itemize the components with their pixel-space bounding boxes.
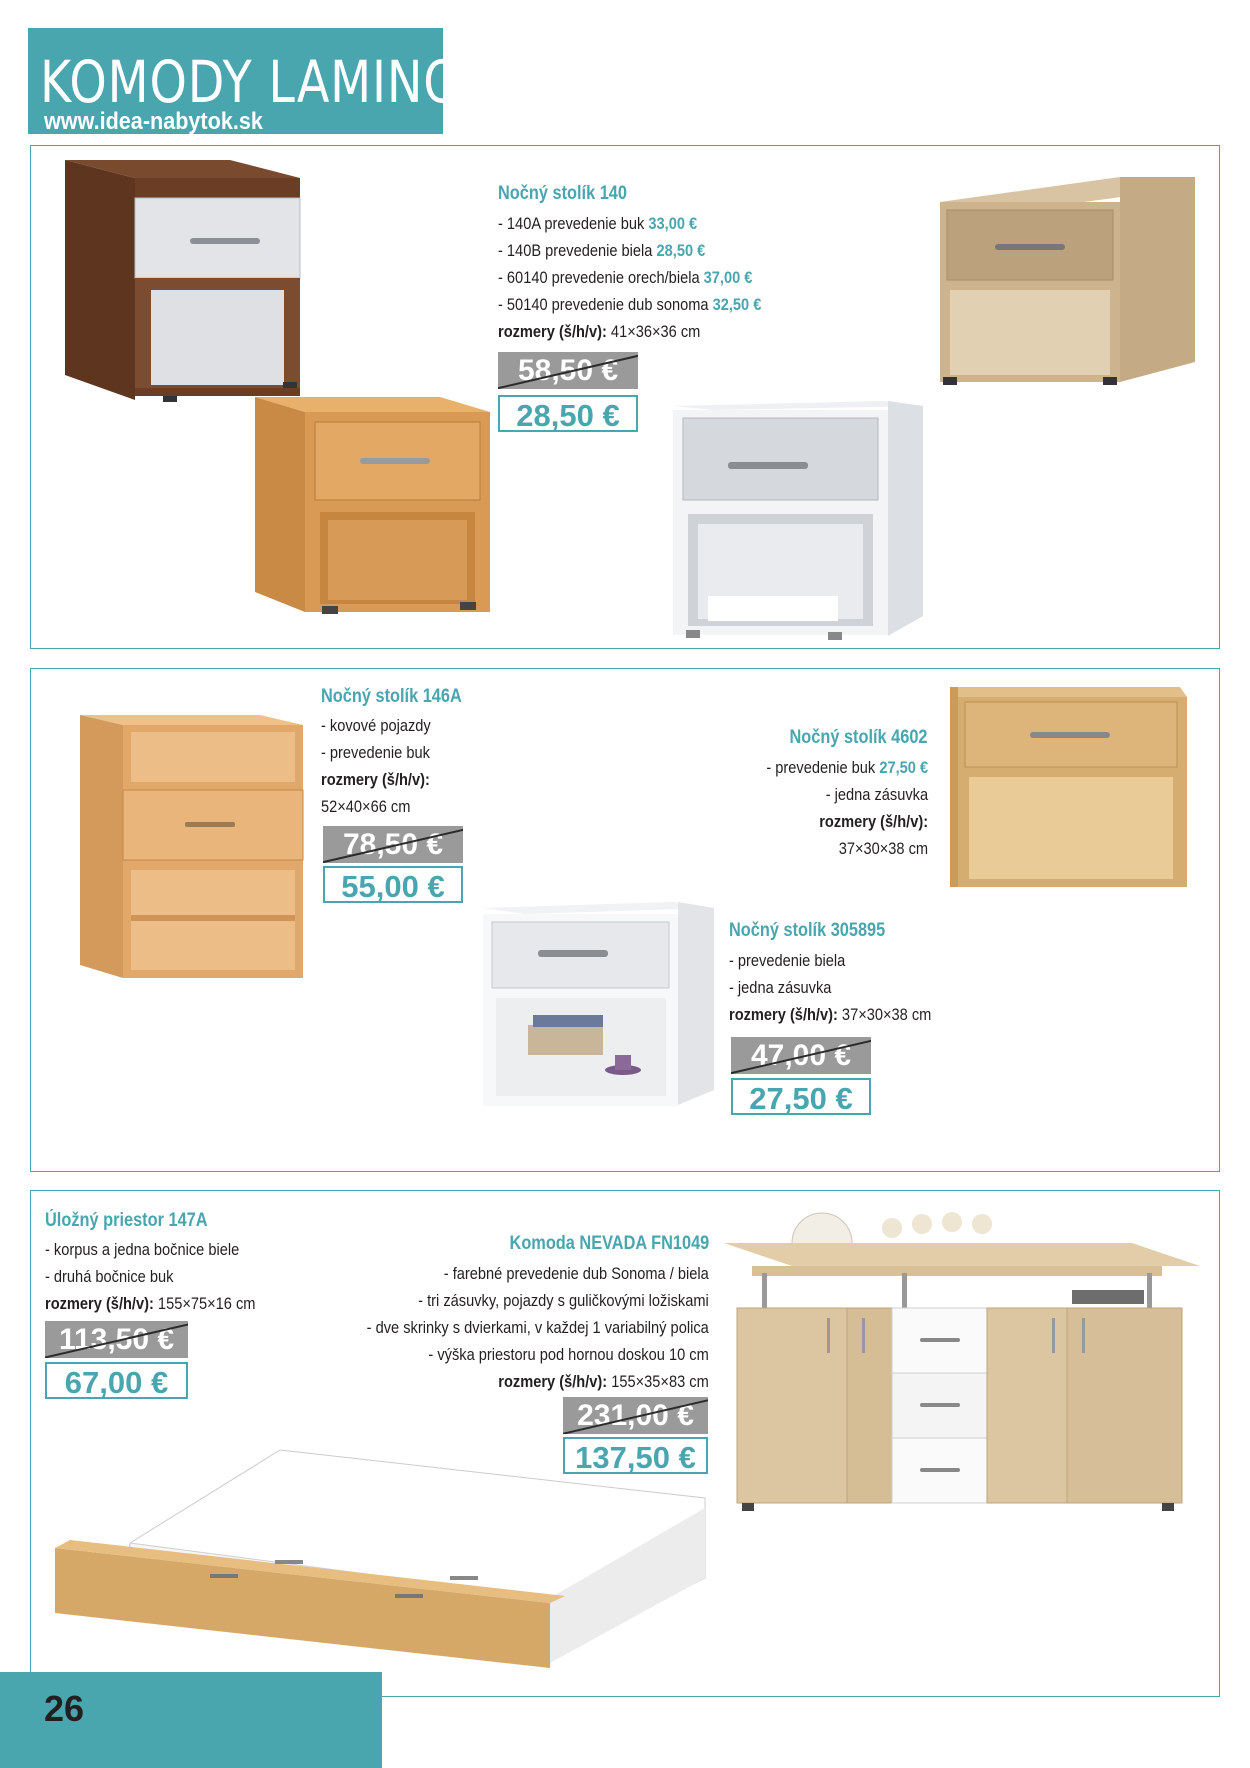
old-price-146a: 78,50 € [323, 826, 463, 863]
dimensions-label: rozmery (š/h/v): [819, 812, 928, 831]
variant-line: - 140B prevedenie biela 28,50 € [498, 241, 706, 260]
product-title-305895: Nočný stolík 305895 [729, 920, 886, 941]
dimensions-line: rozmery (š/h/v): 155×75×16 cm [45, 1294, 256, 1313]
sideboard-nevada-image [722, 1198, 1202, 1513]
feature-line: - jedna zásuvka [729, 978, 832, 997]
product-details-146a [321, 712, 431, 820]
product-details-nevada [367, 1260, 709, 1395]
old-price-nevada: 231,00 € [563, 1397, 708, 1434]
dimensions-value: 52×40×66 cm [321, 797, 411, 816]
nightstand-walnut-white-image [55, 150, 305, 405]
feature-line: - korpus a jedna bočnice biele [45, 1240, 240, 1259]
dimensions-label: rozmery (š/h/v): [321, 770, 430, 789]
new-price-146a: 55,00 € [323, 866, 463, 903]
page-number: 26 [44, 1688, 85, 1729]
dimensions-value: 37×30×38 cm [838, 839, 928, 858]
feature-line: - prevedenie buk [321, 743, 430, 762]
nightstand-sonoma-oak-image [935, 172, 1200, 387]
nightstand-beech-image [250, 392, 495, 624]
dimensions-line: rozmery (š/h/v): 41×36×36 cm [498, 322, 701, 341]
feature-line: - prevedenie buk 27,50 € [766, 758, 928, 777]
product-title-140: Nočný stolík 140 [498, 183, 627, 204]
page-title: KOMODY LAMINO [40, 48, 462, 116]
product-title-nevada: Komoda NEVADA FN1049 [509, 1233, 709, 1254]
nightstand-305895-image [478, 900, 718, 1110]
new-price-147a: 67,00 € [45, 1362, 188, 1399]
feature-line: - kovové pojazdy [321, 716, 431, 735]
old-price-305895: 47,00 € [731, 1037, 871, 1074]
product-details-140 [498, 210, 761, 345]
product-details-4602 [766, 754, 928, 862]
new-price-nevada: 137,50 € [563, 1437, 708, 1474]
product-title-147a: Úložný priestor 147A [45, 1210, 208, 1231]
product-title-4602: Nočný stolík 4602 [789, 727, 928, 748]
feature-line: - prevedenie biela [729, 951, 846, 970]
feature-line: - farebné prevedenie dub Sonoma / biela [444, 1264, 709, 1283]
variant-line: - 60140 prevedenie orech/biela 37,00 € [498, 268, 753, 287]
old-price-140: 58,50 € [498, 352, 638, 389]
variant-line: - 50140 prevedenie dub sonoma 32,50 € [498, 295, 762, 314]
website-url[interactable]: www.idea-nabytok.sk [44, 108, 263, 135]
feature-line: - dve skrinky s dvierkami, v každej 1 variabilný polica [366, 1318, 709, 1337]
nightstand-146a-image [75, 710, 307, 988]
product-details-305895 [729, 947, 931, 1028]
feature-line: - tri zásuvky, pojazdy s guličkovými ložiskami [418, 1291, 709, 1310]
feature-line: - druhá bočnice buk [45, 1267, 174, 1286]
nightstand-4602-image [945, 682, 1190, 892]
new-price-305895: 27,50 € [731, 1078, 871, 1115]
product-details-147a [45, 1236, 255, 1317]
nightstand-white-image [668, 396, 928, 641]
dimensions-line: rozmery (š/h/v): 37×30×38 cm [729, 1005, 932, 1024]
old-price-147a: 113,50 € [45, 1321, 188, 1358]
product-title-146a: Nočný stolík 146A [321, 686, 462, 707]
dimensions-line: rozmery (š/h/v): 155×35×83 cm [498, 1372, 709, 1391]
feature-line: - výška priestoru pod hornou doskou 10 cm [428, 1345, 709, 1364]
storage-drawer-147a-image [50, 1448, 700, 1668]
feature-line: - jedna zásuvka [825, 785, 928, 804]
variant-line: - 140A prevedenie buk 33,00 € [498, 214, 698, 233]
new-price-140: 28,50 € [498, 395, 638, 432]
